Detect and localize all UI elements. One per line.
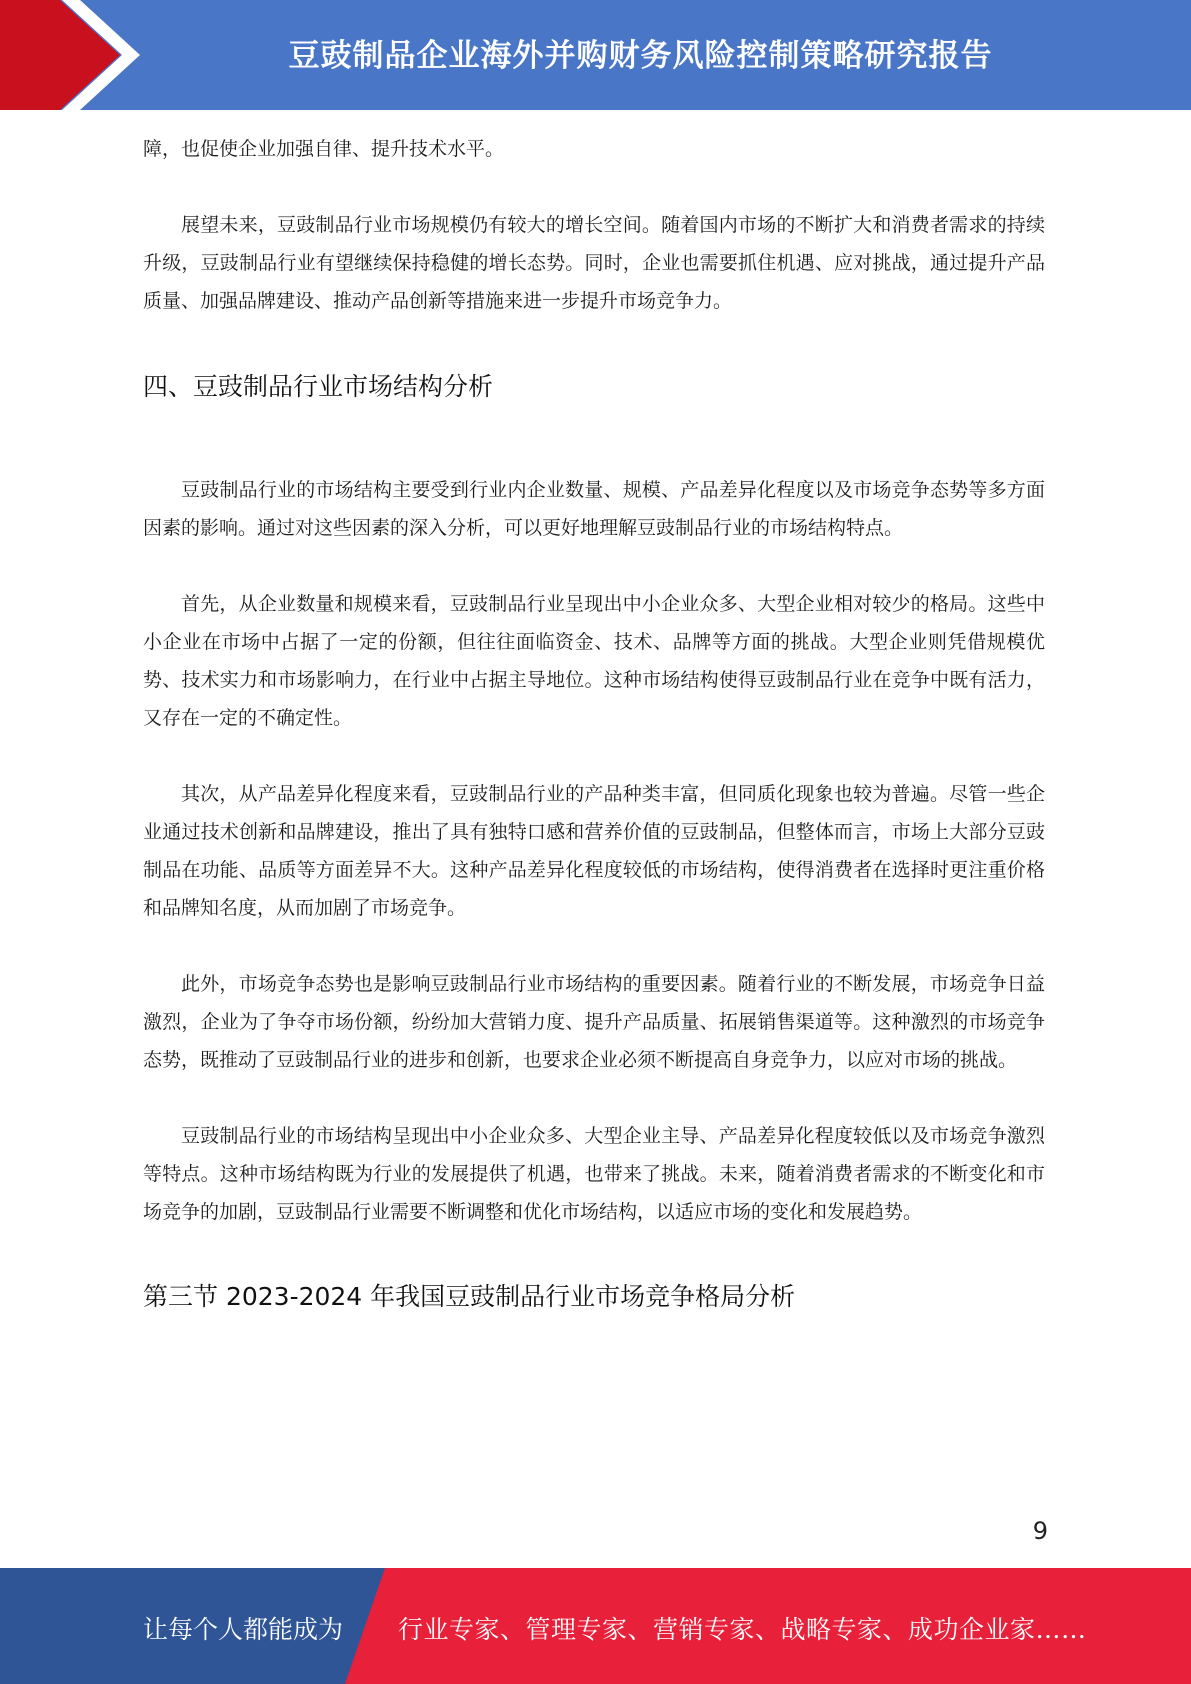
page-header — [0, 0, 1191, 110]
paragraph: 首先，从企业数量和规模来看，豆豉制品行业呈现出中小企业众多、大型企业相对较少的格局。这些中小企业在市场中占据了一定的份额，但往往面临资金、技术、品牌等方面的挑战。大型企业则凭借规模优势、技术实力和市场影响力，在行业中占据主导地位。这种市场结构使得豆豉制品行业在竞争中既有活力，又存在一定的不确定性。 — [143, 593, 1045, 729]
page-number: 9 — [1032, 1517, 1048, 1545]
footer-slogan-left: 让每个人都能成为 — [143, 1615, 344, 1644]
section-heading: 四、豆豉制品行业市场结构分析 — [143, 372, 494, 401]
paragraph: 其次，从产品差异化程度来看，豆豉制品行业的产品种类丰富，但同质化现象也较为普遍。尽管一些企业通过技术创新和品牌建设，推出了具有独特口感和营养价值的豆豉制品，但整体而言，市场上大部分豆豉制品在功能、品质等方面差异不大。这种产品差异化程度较低的市场结构，使得消费者在选择时更注重价格和品牌知名度，从而加剧了市场竞争。 — [143, 783, 1045, 919]
report-title: 豆豉制品企业海外并购财务风险控制策略研究报告 — [288, 38, 993, 74]
header-arrow-decoration — [0, 0, 160, 110]
page-footer — [0, 1568, 1191, 1684]
document-body — [143, 130, 1045, 1317]
paragraph: 豆豉制品行业的市场结构呈现出中小企业众多、大型企业主导、产品差异化程度较低以及市场竞争激烈等特点。这种市场结构既为行业的发展提供了机遇，也带来了挑战。未来，随着消费者需求的不断变化和市场竞争的加剧，豆豉制品行业需要不断调整和优化市场结构，以适应市场的变化和发展趋势。 — [143, 1125, 1045, 1223]
paragraph: 障，也促使企业加强自律、提升技术水平。 — [143, 138, 505, 160]
paragraph: 此外，市场竞争态势也是影响豆豉制品行业市场结构的重要因素。随着行业的不断发展，市场竞争日益激烈，企业为了争夺市场份额，纷纷加大营销力度、提升产品质量、拓展销售渠道等。这种激烈的市场竞争态势，既推动了豆豉制品行业的进步和创新，也要求企业必须不断提高自身竞争力，以应对市场的挑战。 — [143, 973, 1045, 1071]
subsection-heading: 第三节 2023-2024 年我国豆豉制品行业市场竞争格局分析 — [143, 1282, 796, 1311]
paragraph: 豆豉制品行业的市场结构主要受到行业内企业数量、规模、产品差异化程度以及市场竞争态势等多方面因素的影响。通过对这些因素的深入分析，可以更好地理解豆豉制品行业的市场结构特点。 — [143, 479, 1045, 539]
footer-slogan-right: 行业专家、管理专家、营销专家、战略专家、成功企业家…… — [398, 1615, 1087, 1644]
paragraph: 展望未来，豆豉制品行业市场规模仍有较大的增长空间。随着国内市场的不断扩大和消费者需求的持续升级，豆豉制品行业有望继续保持稳健的增长态势。同时，企业也需要抓住机遇、应对挑战，通过提升产品质量、加强品牌建设、推动产品创新等措施来进一步提升市场竞争力。 — [143, 214, 1045, 312]
